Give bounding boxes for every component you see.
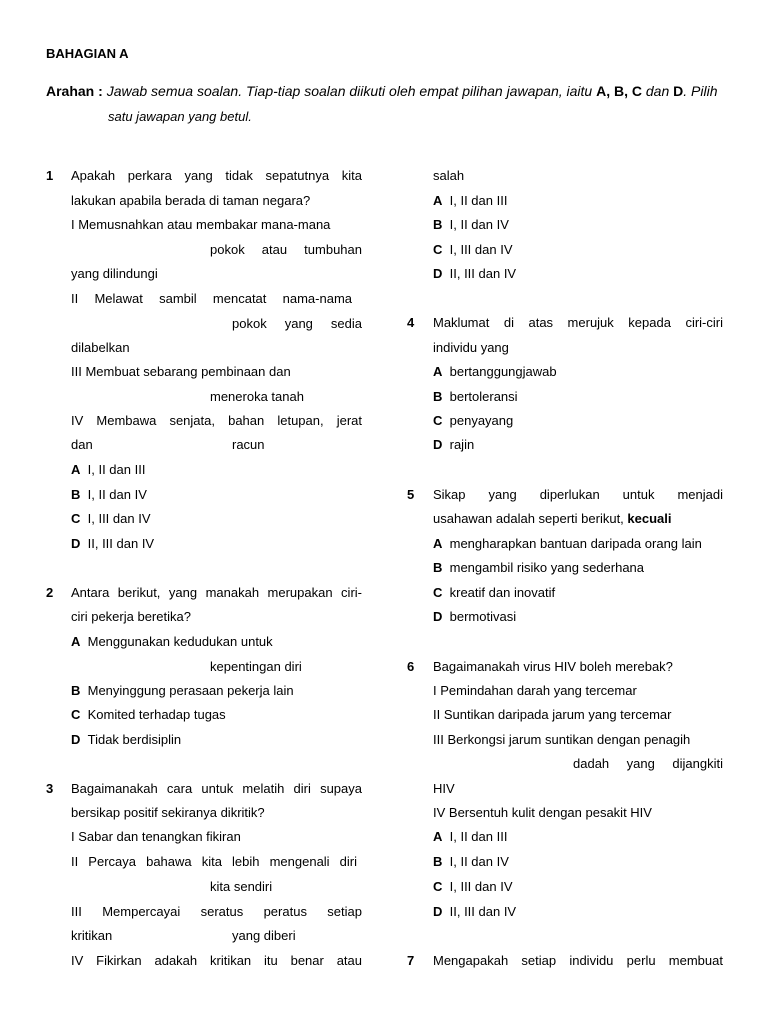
instr-letters: A, B, C	[596, 83, 642, 99]
q6-stmt4: IV Bersentuh kulit dengan pesakit HIV	[433, 805, 652, 820]
q5-option[interactable]	[433, 585, 555, 601]
option-letter: C	[433, 242, 443, 257]
option-text: I, III dan IV	[449, 879, 513, 894]
option-text: kreatif dan inovatif	[449, 585, 556, 600]
instr-d: D	[673, 83, 684, 99]
q7-number: 7	[407, 953, 415, 968]
q6-stmt3b: dadah yang dijangkiti	[573, 756, 723, 771]
q5-number: 5	[407, 487, 415, 502]
q1-option[interactable]	[71, 487, 147, 503]
q6-stmt3c: HIV	[433, 781, 455, 796]
q1-stmt4a: IV Membawa senjata, bahan letupan, jerat	[71, 413, 362, 428]
q2-line2: ciri pekerja beretika?	[71, 609, 191, 624]
q1-stmt1c: yang dilindungi	[71, 266, 158, 281]
option-letter: B	[433, 854, 443, 869]
instr-line2: satu jawapan yang betul.	[108, 109, 252, 124]
option-letter: B	[433, 389, 443, 404]
q1-option[interactable]	[71, 462, 145, 478]
instructions	[46, 83, 717, 99]
q3-stmt2a: II Percaya bahawa kita lebih mengenali diri	[71, 854, 357, 869]
q4-line1: Maklumat di atas merujuk kepada ciri-ciri	[433, 315, 723, 330]
option-letter: D	[71, 732, 81, 747]
option-letter: A	[433, 193, 443, 208]
option-text: Menyinggung perasaan pekerja lain	[87, 683, 294, 698]
q5-line2-text: usahawan adalah seperti berikut,	[433, 511, 628, 526]
option-letter: D	[71, 536, 81, 551]
option-text: I, II dan IV	[449, 854, 509, 869]
instr-text-b: . Pilih	[683, 83, 718, 99]
option-text: penyayang	[449, 413, 514, 428]
q3-stmt1: I Sabar dan tenangkan fikiran	[71, 829, 241, 844]
q1-option[interactable]	[71, 536, 154, 552]
q6-stmt1: I Pemindahan darah yang tercemar	[433, 683, 637, 698]
q6-option[interactable]	[433, 879, 513, 895]
q1-stmt3a: III Membuat sebarang pembinaan dan	[71, 364, 291, 379]
option-letter: D	[433, 437, 443, 452]
option-letter: D	[433, 904, 443, 919]
q3-option[interactable]	[433, 217, 509, 233]
q1-stmt1b: pokok atau tumbuhan	[210, 242, 362, 257]
option-text: I, II dan III	[87, 462, 146, 477]
q6-stmt2: II Suntikan daripada jarum yang tercemar	[433, 707, 672, 722]
option-letter: D	[433, 609, 443, 624]
q4-option[interactable]	[433, 437, 474, 453]
q1-option[interactable]	[71, 511, 151, 527]
q1-stmt1a: I Memusnahkan atau membakar mana-mana	[71, 217, 331, 232]
option-text: bertoleransi	[449, 389, 518, 404]
q4-number: 4	[407, 315, 415, 330]
q1-stmt2b: pokok yang sedia	[232, 316, 362, 331]
option-letter: A	[433, 536, 443, 551]
q1-line2: lakukan apabila berada di taman negara?	[71, 193, 311, 208]
option-text: I, II dan III	[449, 193, 508, 208]
q6-option[interactable]	[433, 854, 509, 870]
q1-stmt4b2: racun	[232, 437, 265, 452]
option-text: bertanggungjawab	[449, 364, 557, 379]
q2-number: 2	[46, 585, 54, 600]
option-letter: A	[433, 829, 443, 844]
option-letter: D	[433, 266, 443, 281]
section-heading: BAHAGIAN A	[46, 46, 129, 61]
q6-stmt3a: III Berkongsi jarum suntikan dengan penagih	[433, 732, 691, 747]
q6-line1: Bagaimanakah virus HIV boleh merebak?	[433, 659, 673, 674]
q6-option[interactable]	[433, 829, 507, 845]
q3-stmt4a: IV Fikirkan adakah kritikan itu benar atau	[71, 953, 362, 968]
option-letter: B	[433, 217, 443, 232]
option-letter: C	[71, 511, 81, 526]
q1-number: 1	[46, 168, 54, 183]
option-text: I, II dan IV	[449, 217, 509, 232]
option-text: II, III dan IV	[449, 266, 517, 281]
q4-option[interactable]	[433, 364, 557, 380]
q3-stmt4b: salah	[433, 168, 465, 183]
q3-stmt2b: kita sendiri	[210, 879, 273, 894]
q2-optionA-cont: kepentingan diri	[210, 659, 302, 674]
q4-option[interactable]	[433, 413, 513, 429]
q3-number: 3	[46, 781, 54, 796]
option-text: Tidak berdisiplin	[87, 732, 182, 747]
q3-line1: Bagaimanakah cara untuk melatih diri supaya	[71, 781, 362, 796]
option-letter: A	[71, 634, 81, 649]
q2-option[interactable]	[71, 683, 294, 699]
arahan-label: Arahan :	[46, 83, 103, 99]
q1-line1: Apakah perkara yang tidak sepatutnya kita	[71, 168, 362, 183]
q5-option[interactable]	[433, 560, 644, 576]
q7-line1: Mengapakah setiap individu perlu membuat	[433, 953, 723, 968]
q5-option[interactable]	[433, 609, 516, 625]
q5-line2	[433, 511, 672, 527]
option-text: mengambil risiko yang sederhana	[449, 560, 645, 575]
option-text: II, III dan IV	[449, 904, 517, 919]
option-text: mengharapkan bantuan daripada orang lain	[449, 536, 702, 551]
q1-stmt3b: meneroka tanah	[210, 389, 304, 404]
option-letter: C	[433, 879, 443, 894]
option-letter: A	[71, 462, 81, 477]
q5-line1: Sikap yang diperlukan untuk menjadi	[433, 487, 723, 502]
q3-stmt3a: III Mempercayai seratus peratus setiap	[71, 904, 362, 919]
q3-stmt3b1: kritikan	[71, 928, 113, 943]
q6-option[interactable]	[433, 904, 516, 920]
option-text: rajin	[449, 437, 475, 452]
q1-stmt2c: dilabelkan	[71, 340, 130, 355]
q3-stmt3b2: yang diberi	[232, 928, 296, 943]
option-letter: B	[71, 683, 81, 698]
option-text: I, II dan III	[449, 829, 508, 844]
instr-dan: dan	[641, 83, 674, 99]
q3-option[interactable]	[433, 193, 507, 209]
option-text: II, III dan IV	[87, 536, 155, 551]
q3-option[interactable]	[433, 266, 516, 282]
option-letter: B	[71, 487, 81, 502]
option-text: I, II dan IV	[87, 487, 147, 502]
q4-option[interactable]	[433, 389, 518, 405]
q1-stmt2a: II Melawat sambil mencatat nama-nama	[71, 291, 352, 306]
option-text: Menggunakan kedudukan untuk	[87, 634, 273, 649]
option-text: I, III dan IV	[449, 242, 513, 257]
kecuali-emphasis: kecuali	[627, 511, 672, 526]
q2-option[interactable]	[71, 732, 181, 748]
option-letter: C	[433, 585, 443, 600]
option-text: I, III dan IV	[87, 511, 151, 526]
q1-stmt4b1: dan	[71, 437, 93, 452]
instr-text-a: Jawab semua soalan. Tiap-tiap soalan diikuti oleh empat pilihan jawapan, iaitu	[106, 83, 597, 99]
option-text: bermotivasi	[449, 609, 517, 624]
q4-line2: individu yang	[433, 340, 509, 355]
q3-option[interactable]	[433, 242, 513, 258]
q5-option[interactable]	[433, 536, 702, 552]
q2-line1: Antara berikut, yang manakah merupakan ciri-	[71, 585, 362, 600]
q3-line2: bersikap positif sekiranya dikritik?	[71, 805, 265, 820]
q2-option[interactable]	[71, 707, 226, 723]
q2-option[interactable]	[71, 634, 273, 650]
option-letter: C	[71, 707, 81, 722]
q6-number: 6	[407, 659, 415, 674]
option-text: Komited terhadap tugas	[87, 707, 226, 722]
option-letter: A	[433, 364, 443, 379]
option-letter: B	[433, 560, 443, 575]
option-letter: C	[433, 413, 443, 428]
